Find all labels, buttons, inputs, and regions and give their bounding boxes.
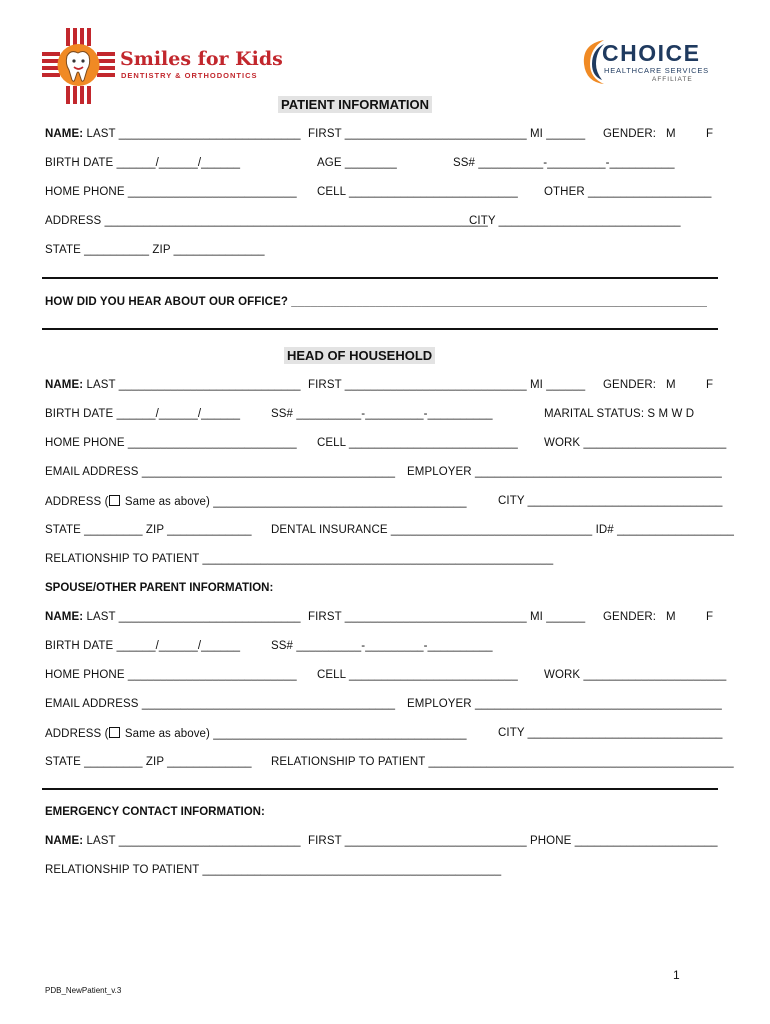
spouse-mi-field[interactable]: MI ______ <box>530 611 586 623</box>
spouse-section-title: SPOUSE/OTHER PARENT INFORMATION: <box>45 582 274 594</box>
last-label: LAST ____________________________ <box>83 379 301 391</box>
spouse-city-field[interactable]: CITY ______________________________ <box>498 727 723 739</box>
patient-cell-field[interactable]: CELL __________________________ <box>317 186 518 198</box>
spouse-address-field[interactable] <box>45 727 467 740</box>
hear-about-office-field[interactable]: HOW DID YOU HEAR ABOUT OUR OFFICE? ________________________________________________________________ <box>45 296 708 308</box>
choice-affiliate: AFFILIATE <box>652 76 693 83</box>
choice-title: CHOICE <box>602 40 701 66</box>
spouse-relationship-field[interactable]: RELATIONSHIP TO PATIENT _______________________________________________ <box>271 756 734 768</box>
patient-gender-label: GENDER: <box>603 128 657 140</box>
household-ss-field[interactable]: SS# __________-_________-__________ <box>271 408 493 420</box>
same-as-above-label: Same as above) _______________________________________ <box>121 728 467 740</box>
patient-ss-field[interactable]: SS# __________-_________-__________ <box>453 157 675 169</box>
patient-mi-field[interactable]: MI ______ <box>530 128 586 140</box>
emergency-relationship-field[interactable]: RELATIONSHIP TO PATIENT ______________________________________________ <box>45 864 502 876</box>
patient-birth-date-field[interactable]: BIRTH DATE ______/______/______ <box>45 157 241 169</box>
spouse-work-field[interactable]: WORK ______________________ <box>544 669 727 681</box>
household-marital-status[interactable]: MARITAL STATUS: S M W D <box>544 408 695 420</box>
same-as-above-label: Same as above) _______________________________________ <box>121 496 467 508</box>
emergency-last-name-field[interactable] <box>45 835 301 847</box>
patient-address-field[interactable]: ADDRESS ___________________________________________________________ <box>45 215 488 227</box>
spouse-gender-m[interactable]: M <box>666 611 676 623</box>
patient-home-phone-field[interactable]: HOME PHONE __________________________ <box>45 186 297 198</box>
spouse-gender-f[interactable]: F <box>706 611 714 623</box>
choice-healthcare-logo <box>578 36 718 88</box>
last-label: LAST ____________________________ <box>83 835 301 847</box>
spouse-email-field[interactable]: EMAIL ADDRESS _______________________________________ <box>45 698 396 710</box>
patient-section-title: PATIENT INFORMATION <box>278 96 432 113</box>
emergency-section-title: EMERGENCY CONTACT INFORMATION: <box>45 806 265 818</box>
spouse-ss-field[interactable]: SS# __________-_________-__________ <box>271 640 493 652</box>
patient-last-name-field[interactable] <box>45 128 301 140</box>
household-mi-field[interactable]: MI ______ <box>530 379 586 391</box>
patient-age-field[interactable]: AGE ________ <box>317 157 397 169</box>
name-label: NAME: <box>45 128 84 140</box>
spouse-last-name-field[interactable] <box>45 611 301 623</box>
name-label: NAME: <box>45 611 84 623</box>
spouse-employer-field[interactable]: EMPLOYER ______________________________________ <box>407 698 722 710</box>
household-gender-label: GENDER: <box>603 379 657 391</box>
household-gender-f[interactable]: F <box>706 379 714 391</box>
spouse-state-zip-field[interactable]: STATE _________ ZIP _____________ <box>45 756 252 768</box>
household-home-phone-field[interactable]: HOME PHONE __________________________ <box>45 437 297 449</box>
spouse-home-phone-field[interactable]: HOME PHONE __________________________ <box>45 669 297 681</box>
divider <box>42 328 718 330</box>
patient-other-phone-field[interactable]: OTHER ___________________ <box>544 186 712 198</box>
name-label: NAME: <box>45 835 84 847</box>
spouse-birth-date-field[interactable]: BIRTH DATE ______/______/______ <box>45 640 241 652</box>
spouse-cell-field[interactable]: CELL __________________________ <box>317 669 518 681</box>
household-address-field[interactable] <box>45 495 467 508</box>
household-cell-field[interactable]: CELL __________________________ <box>317 437 518 449</box>
spouse-gender-label: GENDER: <box>603 611 657 623</box>
same-as-above-checkbox[interactable] <box>109 495 120 506</box>
household-city-field[interactable]: CITY ______________________________ <box>498 495 723 507</box>
household-email-field[interactable]: EMAIL ADDRESS _______________________________________ <box>45 466 396 478</box>
same-as-above-checkbox[interactable] <box>109 727 120 738</box>
last-label: LAST ____________________________ <box>83 611 301 623</box>
patient-city-field[interactable]: CITY ____________________________ <box>469 215 681 227</box>
household-birth-date-field[interactable]: BIRTH DATE ______/______/______ <box>45 408 241 420</box>
last-label: LAST ____________________________ <box>83 128 301 140</box>
household-gender-m[interactable]: M <box>666 379 676 391</box>
household-dental-insurance-field[interactable]: DENTAL INSURANCE _______________________________ ID# __________________ <box>271 524 734 536</box>
logo-subtitle: DENTISTRY & ORTHODONTICS <box>121 71 258 80</box>
emergency-first-name-field[interactable]: FIRST ____________________________ <box>308 835 527 847</box>
patient-state-zip-field[interactable]: STATE __________ ZIP ______________ <box>45 244 265 256</box>
logo-title: Smiles for Kids <box>120 48 283 70</box>
household-first-name-field[interactable]: FIRST ____________________________ <box>308 379 527 391</box>
household-work-field[interactable]: WORK ______________________ <box>544 437 727 449</box>
household-state-zip-field[interactable]: STATE _________ ZIP _____________ <box>45 524 252 536</box>
divider <box>42 277 718 279</box>
smiles-for-kids-logo <box>42 28 282 104</box>
household-section-title: HEAD OF HOUSEHOLD <box>284 347 435 364</box>
name-label: NAME: <box>45 379 84 391</box>
choice-subtitle: HEALTHCARE SERVICES <box>604 66 709 75</box>
page-number: 1 <box>673 968 680 982</box>
emergency-phone-field[interactable]: PHONE ______________________ <box>530 835 718 847</box>
patient-first-name-field[interactable]: FIRST ____________________________ <box>308 128 527 140</box>
household-last-name-field[interactable] <box>45 379 301 391</box>
form-code: PDB_NewPatient_v.3 <box>45 986 122 995</box>
spouse-first-name-field[interactable]: FIRST ____________________________ <box>308 611 527 623</box>
address-label: ADDRESS ( <box>45 496 109 508</box>
divider <box>42 788 718 790</box>
patient-gender-f[interactable]: F <box>706 128 714 140</box>
household-employer-field[interactable]: EMPLOYER ______________________________________ <box>407 466 722 478</box>
address-label: ADDRESS ( <box>45 728 109 740</box>
patient-gender-m[interactable]: M <box>666 128 676 140</box>
household-relationship-field[interactable]: RELATIONSHIP TO PATIENT ______________________________________________________ <box>45 553 554 565</box>
